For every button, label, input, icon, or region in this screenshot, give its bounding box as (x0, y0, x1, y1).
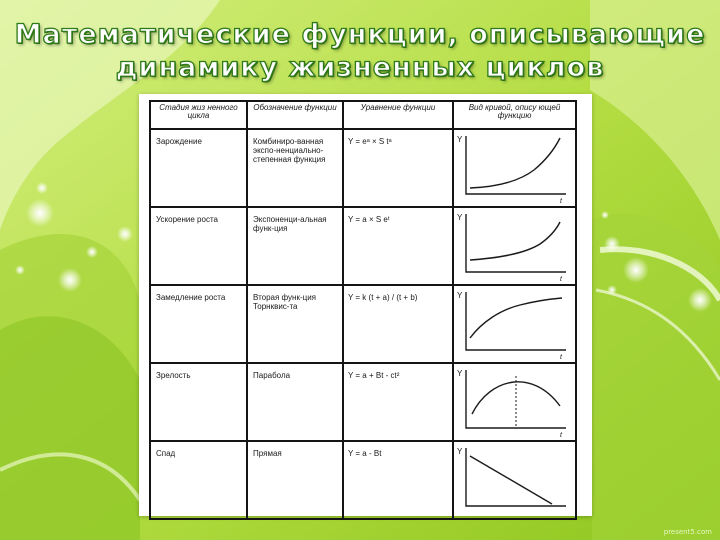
table-row (150, 285, 576, 363)
table-row (150, 129, 576, 207)
stage-cell: Зарождение (156, 137, 202, 146)
graph-y-label: Y (457, 447, 463, 456)
stage-cell: Ускорение роста (156, 215, 218, 224)
watermark: present5.com (663, 528, 712, 536)
graph-curve (470, 222, 560, 260)
graph-x-label: t (560, 276, 562, 282)
stage-cell: Замедление роста (156, 293, 226, 302)
table-row (150, 363, 576, 441)
table-row (150, 441, 576, 519)
graph-y-label: Y (457, 135, 463, 144)
graph-axes (466, 370, 566, 428)
graph-axes (466, 136, 566, 194)
equation-cell: Y = a - Bt (348, 449, 382, 458)
graph-y-label: Y (457, 369, 463, 378)
function-name-cell: Экспоненци-альная функ-ция (253, 215, 327, 233)
curve-graph (456, 210, 572, 282)
function-name-cell: Прямая (253, 449, 282, 458)
curve-graph (456, 288, 572, 360)
function-name-cell: Комбиниро-ванная экспо-ненциально-степенная функция (253, 137, 326, 164)
graph-curve (470, 138, 560, 188)
life-cycle-functions-table (149, 100, 577, 520)
functions-table-card (139, 94, 592, 516)
graph-x-label: t (560, 432, 562, 438)
slide-title-line-1: Математические функции, описывающие (14, 19, 706, 50)
slide-title-line-2: динамику жизненных циклов (115, 52, 605, 83)
stage-cell: Зрелость (156, 371, 191, 380)
equation-cell: Y = a + Bt - ct² (348, 371, 400, 380)
graph-axes (466, 292, 566, 350)
table-header-row (150, 101, 576, 129)
curve-graph (456, 366, 572, 438)
slide-title (0, 18, 720, 84)
header-equation: Уравнение функции (343, 101, 453, 129)
equation-cell: Y = k (t + a) / (t + b) (348, 293, 418, 302)
graph-y-label: Y (457, 213, 463, 222)
curve-graph (456, 444, 572, 516)
graph-curve (470, 298, 562, 338)
equation-cell: Y = a × S eᵗ (348, 215, 390, 224)
graph-y-label: Y (457, 291, 463, 300)
function-name-cell: Парабола (253, 371, 291, 380)
curve-graph (456, 132, 572, 204)
table-row (150, 207, 576, 285)
graph-x-label: t (560, 354, 562, 360)
graph-axes (466, 214, 566, 272)
header-function-name: Обозначение функции (247, 101, 343, 129)
graph-axes (466, 448, 566, 506)
graph-x-label: t (560, 198, 562, 204)
function-name-cell: Вторая функ-ция Торнквис-та (253, 293, 317, 311)
equation-cell: Y = eᵃ × S tᵃ (348, 137, 392, 146)
graph-curve (470, 456, 552, 504)
header-curve: Вид кривой, опису ющей функцию (453, 101, 576, 129)
stage-cell: Спад (156, 449, 176, 458)
header-stage: Стадия жиз ненного цикла (150, 101, 247, 129)
